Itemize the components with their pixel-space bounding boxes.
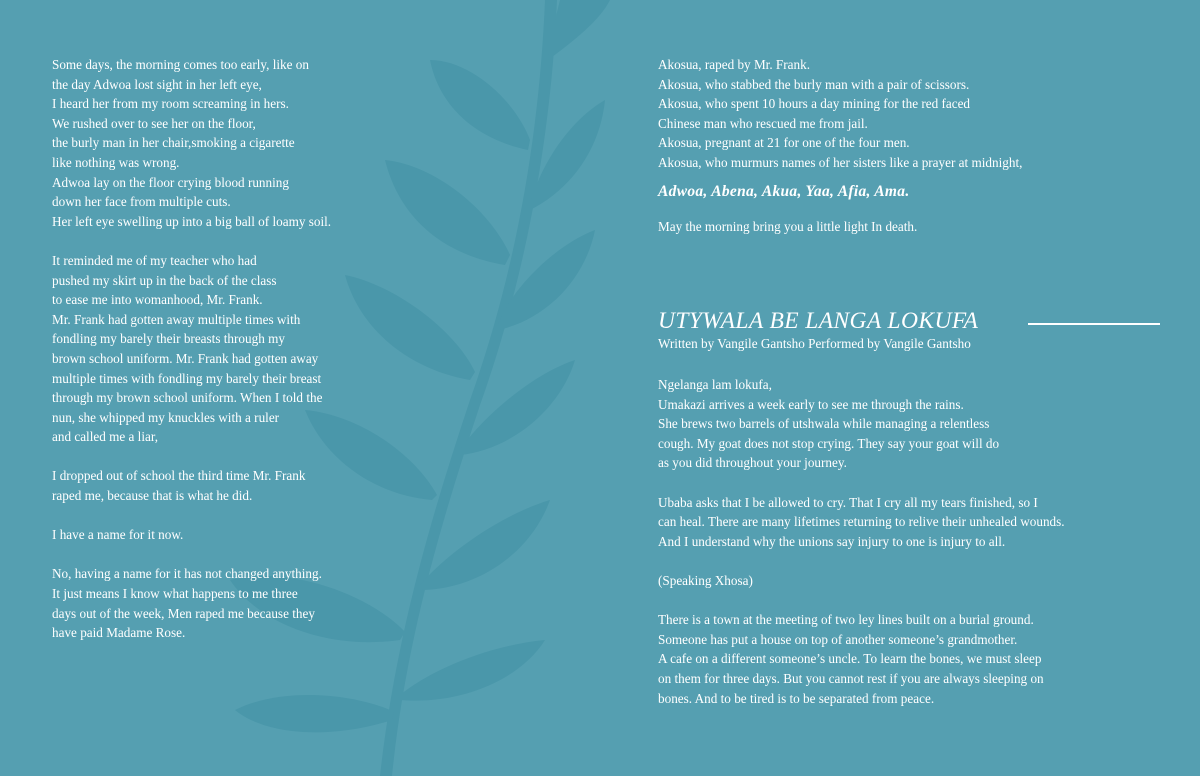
poem-line: down her face from multiple cuts. — [52, 194, 231, 210]
poem-line: It reminded me of my teacher who had — [52, 252, 257, 268]
poem-line: through my brown school uniform. When I told the — [52, 390, 323, 406]
poem-line: bones. And to be tired is to be separated from peace. — [658, 690, 935, 706]
poem-line: I heard her from my room screaming in hers. — [52, 96, 289, 112]
poem-stanza — [658, 610, 1178, 708]
poem-line: nun, she whipped my knuckles with a ruler — [52, 409, 280, 425]
poem-line: cough. My goat does not stop crying. They say your goat will do — [658, 435, 1000, 451]
poem-line: Her left eye swelling up into a big ball of loamy soil. — [52, 213, 332, 229]
poem-line: brown school uniform. Mr. Frank had gotten away — [52, 350, 319, 366]
poem-stanza — [52, 466, 392, 505]
right-page-poem — [658, 375, 1178, 728]
poem-line: have paid Madame Rose. — [52, 625, 186, 641]
poem-stanza — [52, 525, 392, 545]
section-title: UTYWALA BE LANGA LOKUFA — [658, 308, 979, 334]
poem-line: multiple times with fondling my barely their breast — [52, 370, 322, 386]
poem-line: Akosua, who stabbed the burly man with a pair of scissors. — [658, 76, 970, 92]
poem-line: Chinese man who rescued me from jail. — [658, 115, 868, 131]
author-credit: Written by Vangile Gantsho Performed by Vangile Gantsho — [658, 336, 971, 351]
leaf-shape — [548, 0, 610, 60]
poem-line: the day Adwoa lost sight in her left eye, — [52, 76, 262, 92]
leaf-shape — [400, 640, 545, 701]
poem-line: Akosua, who murmurs names of her sisters like a prayer at midnight, — [658, 154, 1023, 170]
poem-line: Akosua, pregnant at 21 for one of the four men. — [658, 135, 910, 151]
poem-line: Mr. Frank had gotten away multiple times with — [52, 311, 301, 327]
poem-line: and called me a liar, — [52, 429, 159, 445]
poem-line: to ease me into womanhood, Mr. Frank. — [52, 292, 263, 308]
poem-stanza — [658, 571, 1178, 591]
title-rule — [1028, 323, 1160, 325]
poem-line: Adwoa lay on the floor crying blood running — [52, 174, 289, 190]
akosua-stanza — [658, 55, 1168, 173]
section-header — [658, 308, 1168, 353]
poem-stanza — [658, 375, 1178, 473]
poem-stanza — [52, 251, 392, 447]
poem-stanza — [52, 55, 392, 231]
poem-line: days out of the week, Men raped me because they — [52, 605, 315, 621]
right-page-poem-continuation — [658, 55, 1168, 236]
poem-line: the burly man in her chair,smoking a cigarette — [52, 135, 295, 151]
poem-line: There is a town at the meeting of two ley lines built on a burial ground. — [658, 612, 1034, 628]
poem-line: No, having a name for it has not changed anything. — [52, 566, 322, 582]
poem-line: And I understand why the unions say injury to one is injury to all. — [658, 533, 1006, 549]
leaf-shape — [385, 160, 510, 265]
poem-line: as you did throughout your journey. — [658, 455, 847, 471]
poem-line: Ubaba asks that I be allowed to cry. That I cry all my tears finished, so I — [658, 494, 1038, 510]
leaf-shape — [430, 60, 530, 150]
leaf-shape — [235, 695, 394, 732]
poem-line: pushed my skirt up in the back of the class — [52, 272, 277, 288]
poem-line: She brews two barrels of utshwala while managing a relentless — [658, 416, 990, 432]
poem-line: on them for three days. But you cannot rest if you are always sleeping on — [658, 670, 1044, 686]
poem-line: Akosua, who spent 10 hours a day mining for the red faced — [658, 96, 971, 112]
poem-line: It just means I know what happens to me three — [52, 586, 298, 602]
poem-line: A cafe on a different someone’s uncle. To learn the bones, we must sleep — [658, 651, 1042, 667]
sisters-names: Adwoa, Abena, Akua, Yaa, Afia, Ama. — [658, 182, 910, 200]
poem-line: Some days, the morning comes too early, like on — [52, 57, 309, 72]
poem-line: Someone has put a house on top of another someone’s grandmother. — [658, 631, 1018, 647]
closing-line: May the morning bring you a little light In death. — [658, 218, 918, 234]
poem-line: Ngelanga lam lokufa, — [658, 377, 772, 392]
poem-line: (Speaking Xhosa) — [658, 572, 753, 588]
left-page-poem — [52, 55, 392, 662]
poem-line: I have a name for it now. — [52, 527, 184, 543]
poem-line: like nothing was wrong. — [52, 154, 180, 170]
poem-line: raped me, because that is what he did. — [52, 488, 253, 504]
poem-stanza — [658, 493, 1178, 552]
poem-line: can heal. There are many lifetimes returning to relive their unhealed wounds. — [658, 514, 1065, 530]
poem-stanza — [52, 564, 392, 642]
poem-line: Umakazi arrives a week early to see me through the rains. — [658, 396, 964, 412]
poem-line: I dropped out of school the third time Mr. Frank — [52, 468, 306, 484]
poem-line: fondling my barely their breasts through my — [52, 331, 285, 347]
poem-line: We rushed over to see her on the floor, — [52, 115, 256, 131]
poem-line: Akosua, raped by Mr. Frank. — [658, 57, 810, 72]
